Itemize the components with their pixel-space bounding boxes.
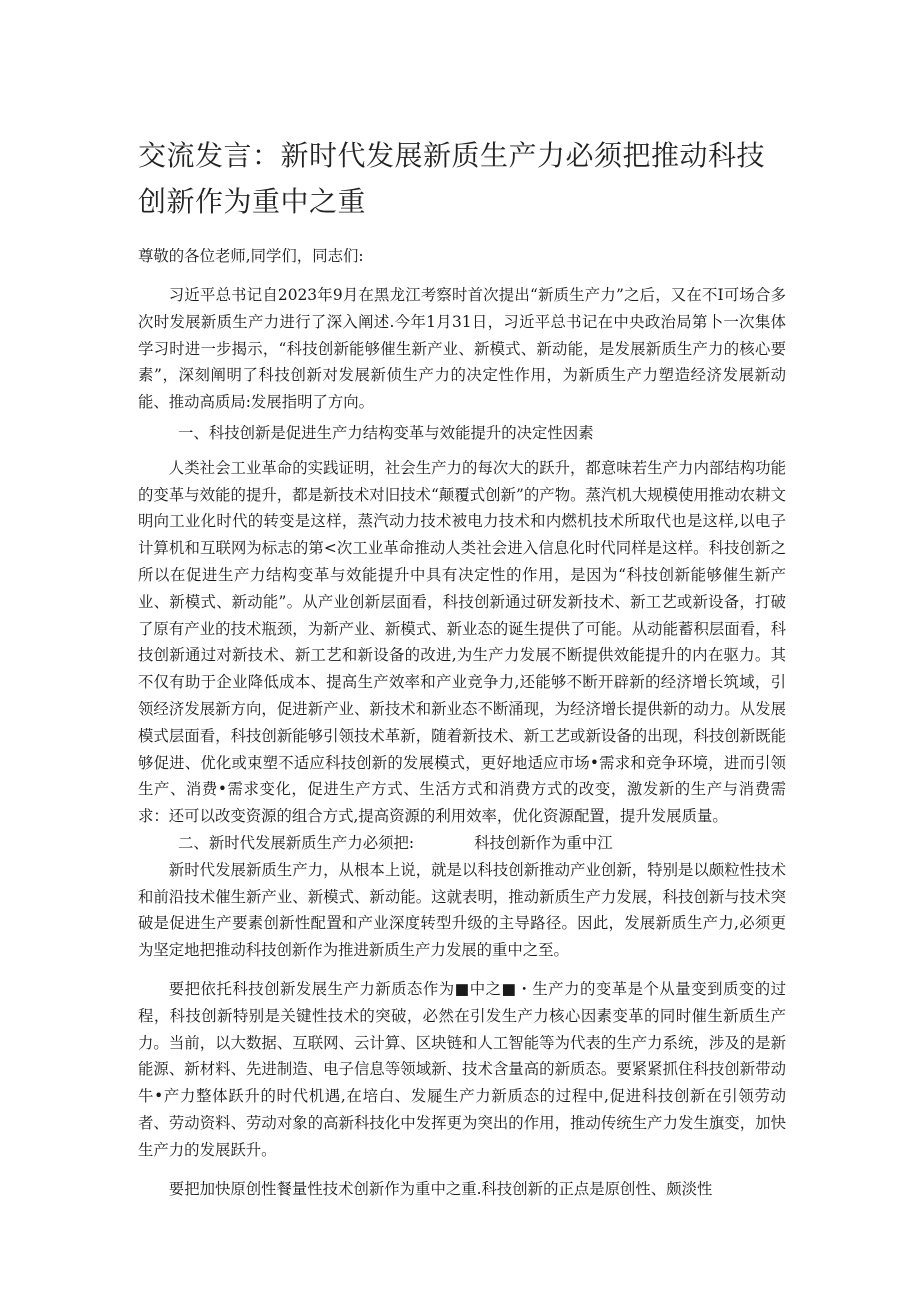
document-page: [138, 0, 786, 1202]
document-title: 交流发言：新时代发展新质生产力必须把推动科技创新作为重中之重: [138, 139, 766, 218]
section-heading-2-right: 科技创新作为重中江: [474, 833, 613, 852]
paragraph-section-1: 人类社会工业革命的实践证明，社会生产力的每次大的跃升，都意味若生产力内部结构功能的变革与效能的提升，都是新技术对旧技术“颠覆式创新”的产物。蒸汽机大规模使用推动农耕文明向工业化时代的转变是这样，蒸汽动力技术被电力技术和内燃机技术所取代也是这样,以电子计算机和互联网为标志的第<次工业革命推动人类社会进入信息化时代同样是这样。科技创新之所以在促进生产力结构变革与效能提升中具有决定性的作用，是因为“科技创新能够催生新产业、新模式、新动能”。从产业创新层面看，科技创新通过研发新技术、新工艺或新设备，打破了原有产业的技术瓶颈，为新产业、新模式、新业态的诞生提供了可能。从动能蓄积层面看，科技创新通过对新技术、新工艺和新设备的改进,为生产力发展不断提供效能提升的内在驱力。其不仅有助于企业降低成本、提高生产效率和产业竞争力,还能够不断开辟新的经济增长筑域，引领经济发展新方向，促进新产业、新技术和新业态不断涌现，为经济增长提供新的动力。从发展模式层面看，科技创新能够引领技术革新，随着新技术、新工艺或新设备的出现，科技创新既能够促进、优化或束塑不适应科技创新的发展模式，更好地适应市场•需求和竞争环境，进而引领生产、消费•需求变化，促进生产方式、生活方式和消费方式的改变，激发新的生产与消费需求：还可以改变资源的组合方式,提高资源的利用效率，优化资源配置，提升发展质量。: [138, 458, 786, 826]
paragraph-new-quality: 要把依托科技创新发展生产力新质态作为■中之■・生产力的变革是个从量变到质变的过程，科技创新特别是关键性技术的突破，必然在引发生产力核心因素变革的同时催生新质生产力。当前，以大数据、互联网、云计算、区块链和人工智能等为代表的生产力系统，涉及的是新能源、新材料、先进制造、电子信息等领域新、技术含量高的新质态。要紧紧抓住科技创新带动牛•产力整体跃升的时代机遇,在培白、发屣生产力新质态的过程中,促进科技创新在引领劳动者、劳动资料、劳动对象的高新科技化中发挥更为突出的作用，推动传统生产力发生旗变，加快生产力的发展跃升。: [138, 979, 786, 1159]
paragraph-section-2: 新时代发展新质生产力，从根本上说，就是以科技创新推动产业创新，特别是以颇粒性技术和前沿技术催生新产业、新模式、新动能。这就表明，推动新质生产力发展，科技创新与技术突破是促进生产要素创新性配置和产业深度转型升级的主导路径。因此，发展新质生产力,必须更为坚定地把推动科技创新作为推进新质生产力发展的重中之至。: [138, 860, 786, 960]
section-heading-2: [138, 830, 786, 857]
section-heading-1: 一、科技创新是促进生产力结构变革与效能提升的决定性因素: [178, 423, 594, 442]
paragraph-intro: 习近平总书记自2023年9月在黑龙江考察时首次提出“新质生产力”之后，又在不I可场合多次时发展新质生产力进行了深入阐述.今年1月31日，习近平总书记在中央政治局第卜一次集体学习时进一步揭示，“科技创新能够催生新产业、新模式、新动能，是发展新质生产力的核心要素”，深刻阐明了科技创新对发展新侦生产力的决定性作用，为新质生产力塑造经济发展新动能、推动高质局:发展指明了方向。: [138, 286, 786, 412]
salutation: 尊敬的各位老师,同学们，同志们:: [138, 247, 364, 265]
section-heading-2-left: 二、新时代发展新质生产力必须把:: [178, 833, 415, 852]
paragraph-original-innovation: 要把加快原创性餐量性技术创新作为重中之重.科技创新的正点是原创性、颇淡性: [168, 1179, 713, 1198]
